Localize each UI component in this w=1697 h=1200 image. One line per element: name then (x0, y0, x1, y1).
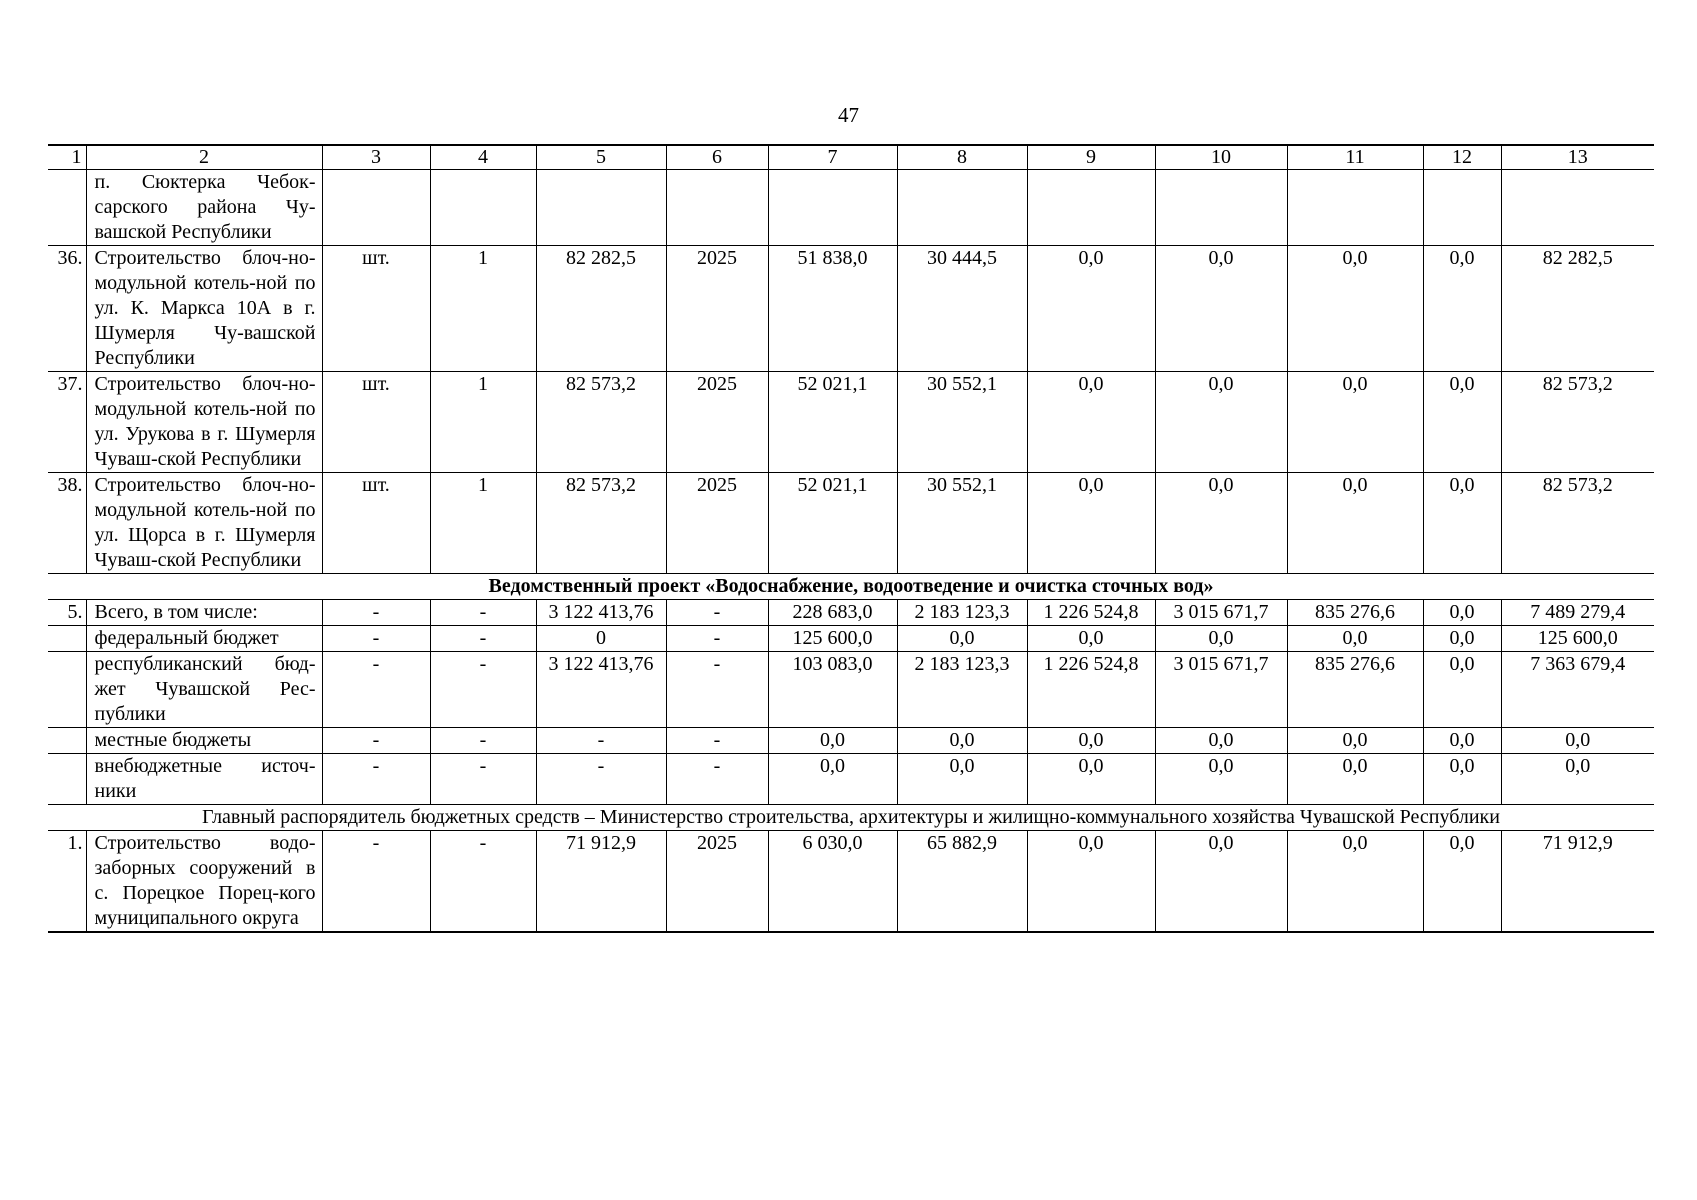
value-col12: 0,0 (1423, 600, 1501, 626)
value-col9: 0,0 (1027, 372, 1155, 473)
value-col7: 228 683,0 (768, 600, 897, 626)
estimated-cost: 71 912,9 (536, 831, 666, 933)
value-col11 (1287, 170, 1423, 246)
value-col11: 0,0 (1287, 473, 1423, 574)
table-row (48, 600, 1654, 626)
year: - (666, 652, 768, 728)
row-number (48, 170, 86, 246)
value-col9: 0,0 (1027, 246, 1155, 372)
item-name: п. Сюктерка Чебок-сарского района Чу-вашской Республики (86, 170, 322, 246)
quantity: 1 (430, 473, 536, 574)
quantity: - (430, 754, 536, 805)
row-number (48, 626, 86, 652)
value-col8: 30 552,1 (897, 473, 1027, 574)
row-number: 37. (48, 372, 86, 473)
column-number-header: 11 (1287, 145, 1423, 170)
value-col8: 65 882,9 (897, 831, 1027, 933)
table-row (48, 754, 1654, 805)
quantity: 1 (430, 372, 536, 473)
total-value: 0,0 (1501, 754, 1654, 805)
table-row (48, 626, 1654, 652)
year: - (666, 626, 768, 652)
value-col8: 0,0 (897, 754, 1027, 805)
row-number (48, 754, 86, 805)
value-col12: 0,0 (1423, 728, 1501, 754)
year: 2025 (666, 831, 768, 933)
total-value: 82 573,2 (1501, 372, 1654, 473)
value-col11: 835 276,6 (1287, 652, 1423, 728)
estimated-cost: 3 122 413,76 (536, 652, 666, 728)
value-col9 (1027, 170, 1155, 246)
column-number-header: 4 (430, 145, 536, 170)
unit: - (322, 652, 430, 728)
estimated-cost: - (536, 754, 666, 805)
year: - (666, 754, 768, 805)
value-col9: 0,0 (1027, 831, 1155, 933)
budget-table (48, 144, 1654, 933)
row-number: 36. (48, 246, 86, 372)
unit: - (322, 831, 430, 933)
column-number-header: 1 (48, 145, 86, 170)
total-value: 7 363 679,4 (1501, 652, 1654, 728)
table-row (48, 246, 1654, 372)
value-col10: 0,0 (1155, 246, 1287, 372)
section-project (48, 574, 1654, 600)
value-col9: 0,0 (1027, 626, 1155, 652)
value-col12: 0,0 (1423, 473, 1501, 574)
value-col7: 0,0 (768, 728, 897, 754)
column-number-header: 2 (86, 145, 322, 170)
column-number-header: 8 (897, 145, 1027, 170)
total-value: 7 489 279,4 (1501, 600, 1654, 626)
value-col9: 0,0 (1027, 473, 1155, 574)
item-name: Строительство блоч-но-модульной котель-ной по ул. Урукова в г. Шумерля Чуваш-ской Республики (86, 372, 322, 473)
value-col9: 1 226 524,8 (1027, 600, 1155, 626)
value-col11: 0,0 (1287, 728, 1423, 754)
total-value: 71 912,9 (1501, 831, 1654, 933)
row-number: 5. (48, 600, 86, 626)
value-col12: 0,0 (1423, 626, 1501, 652)
value-col9: 0,0 (1027, 728, 1155, 754)
quantity: 1 (430, 246, 536, 372)
value-col7: 52 021,1 (768, 473, 897, 574)
item-name: республиканский бюд-жет Чувашской Рес-публики (86, 652, 322, 728)
value-col8: 30 444,5 (897, 246, 1027, 372)
value-col7: 125 600,0 (768, 626, 897, 652)
value-col11: 835 276,6 (1287, 600, 1423, 626)
unit: - (322, 728, 430, 754)
unit: - (322, 754, 430, 805)
value-col8: 2 183 123,3 (897, 652, 1027, 728)
value-col7 (768, 170, 897, 246)
quantity (430, 170, 536, 246)
value-col10: 0,0 (1155, 626, 1287, 652)
quantity: - (430, 626, 536, 652)
quantity: - (430, 728, 536, 754)
value-col7: 6 030,0 (768, 831, 897, 933)
value-col11: 0,0 (1287, 626, 1423, 652)
quantity: - (430, 831, 536, 933)
value-col7: 52 021,1 (768, 372, 897, 473)
table-row (48, 831, 1654, 933)
unit: - (322, 626, 430, 652)
row-number: 1. (48, 831, 86, 933)
value-col8: 0,0 (897, 626, 1027, 652)
estimated-cost: - (536, 728, 666, 754)
column-number-header: 7 (768, 145, 897, 170)
page-number: 47 (838, 103, 859, 127)
section-ministry-title: Главный распорядитель бюджетных средств – Министерство строительства, архитектуры и жилищно-коммунального хозяйства Чувашской Республики (48, 805, 1654, 831)
value-col8: 2 183 123,3 (897, 600, 1027, 626)
total-value: 125 600,0 (1501, 626, 1654, 652)
column-number-header: 5 (536, 145, 666, 170)
quantity: - (430, 600, 536, 626)
row-number (48, 652, 86, 728)
item-name: внебюджетные источ-ники (86, 754, 322, 805)
item-name: Строительство водо-заборных сооружений в с. Порецкое Порец-кого муниципального округа (86, 831, 322, 933)
table-row (48, 728, 1654, 754)
year (666, 170, 768, 246)
table-row (48, 473, 1654, 574)
value-col10: 3 015 671,7 (1155, 600, 1287, 626)
value-col11: 0,0 (1287, 372, 1423, 473)
unit: шт. (322, 473, 430, 574)
column-number-header: 9 (1027, 145, 1155, 170)
section-ministry (48, 805, 1654, 831)
value-col7: 0,0 (768, 754, 897, 805)
value-col10: 3 015 671,7 (1155, 652, 1287, 728)
value-col12: 0,0 (1423, 246, 1501, 372)
unit: - (322, 600, 430, 626)
estimated-cost: 82 573,2 (536, 372, 666, 473)
value-col8: 30 552,1 (897, 372, 1027, 473)
estimated-cost: 0 (536, 626, 666, 652)
table-row (48, 170, 1654, 246)
year: 2025 (666, 246, 768, 372)
year: - (666, 728, 768, 754)
value-col7: 103 083,0 (768, 652, 897, 728)
value-col11: 0,0 (1287, 831, 1423, 933)
row-number: 38. (48, 473, 86, 574)
value-col11: 0,0 (1287, 754, 1423, 805)
value-col12: 0,0 (1423, 754, 1501, 805)
value-col11: 0,0 (1287, 246, 1423, 372)
total-value: 82 282,5 (1501, 246, 1654, 372)
value-col10: 0,0 (1155, 372, 1287, 473)
value-col10: 0,0 (1155, 473, 1287, 574)
column-number-header: 6 (666, 145, 768, 170)
section-project-title: Ведомственный проект «Водоснабжение, водоотведение и очистка сточных вод» (48, 574, 1654, 600)
unit: шт. (322, 246, 430, 372)
year: 2025 (666, 473, 768, 574)
total-value (1501, 170, 1654, 246)
item-name: местные бюджеты (86, 728, 322, 754)
value-col10: 0,0 (1155, 831, 1287, 933)
column-number-header: 3 (322, 145, 430, 170)
year: - (666, 600, 768, 626)
item-name: Строительство блоч-но-модульной котель-ной по ул. Щорса в г. Шумерля Чуваш-ской Республики (86, 473, 322, 574)
estimated-cost: 82 573,2 (536, 473, 666, 574)
total-value: 82 573,2 (1501, 473, 1654, 574)
value-col10: 0,0 (1155, 754, 1287, 805)
value-col12: 0,0 (1423, 652, 1501, 728)
value-col8 (897, 170, 1027, 246)
column-number-header: 10 (1155, 145, 1287, 170)
column-number-header: 13 (1501, 145, 1654, 170)
year: 2025 (666, 372, 768, 473)
value-col9: 0,0 (1027, 754, 1155, 805)
value-col9: 1 226 524,8 (1027, 652, 1155, 728)
value-col10 (1155, 170, 1287, 246)
row-number (48, 728, 86, 754)
value-col7: 51 838,0 (768, 246, 897, 372)
value-col12: 0,0 (1423, 831, 1501, 933)
item-name: Строительство блоч-но-модульной котель-ной по ул. К. Маркса 10А в г. Шумерля Чу-вашской Республики (86, 246, 322, 372)
item-name: Всего, в том числе: (86, 600, 322, 626)
estimated-cost: 82 282,5 (536, 246, 666, 372)
item-name: федеральный бюджет (86, 626, 322, 652)
total-value: 0,0 (1501, 728, 1654, 754)
table-row (48, 652, 1654, 728)
value-col8: 0,0 (897, 728, 1027, 754)
column-number-row (48, 145, 1654, 170)
estimated-cost (536, 170, 666, 246)
unit: шт. (322, 372, 430, 473)
unit (322, 170, 430, 246)
estimated-cost: 3 122 413,76 (536, 600, 666, 626)
value-col12 (1423, 170, 1501, 246)
quantity: - (430, 652, 536, 728)
value-col10: 0,0 (1155, 728, 1287, 754)
column-number-header: 12 (1423, 145, 1501, 170)
table-row (48, 372, 1654, 473)
value-col12: 0,0 (1423, 372, 1501, 473)
